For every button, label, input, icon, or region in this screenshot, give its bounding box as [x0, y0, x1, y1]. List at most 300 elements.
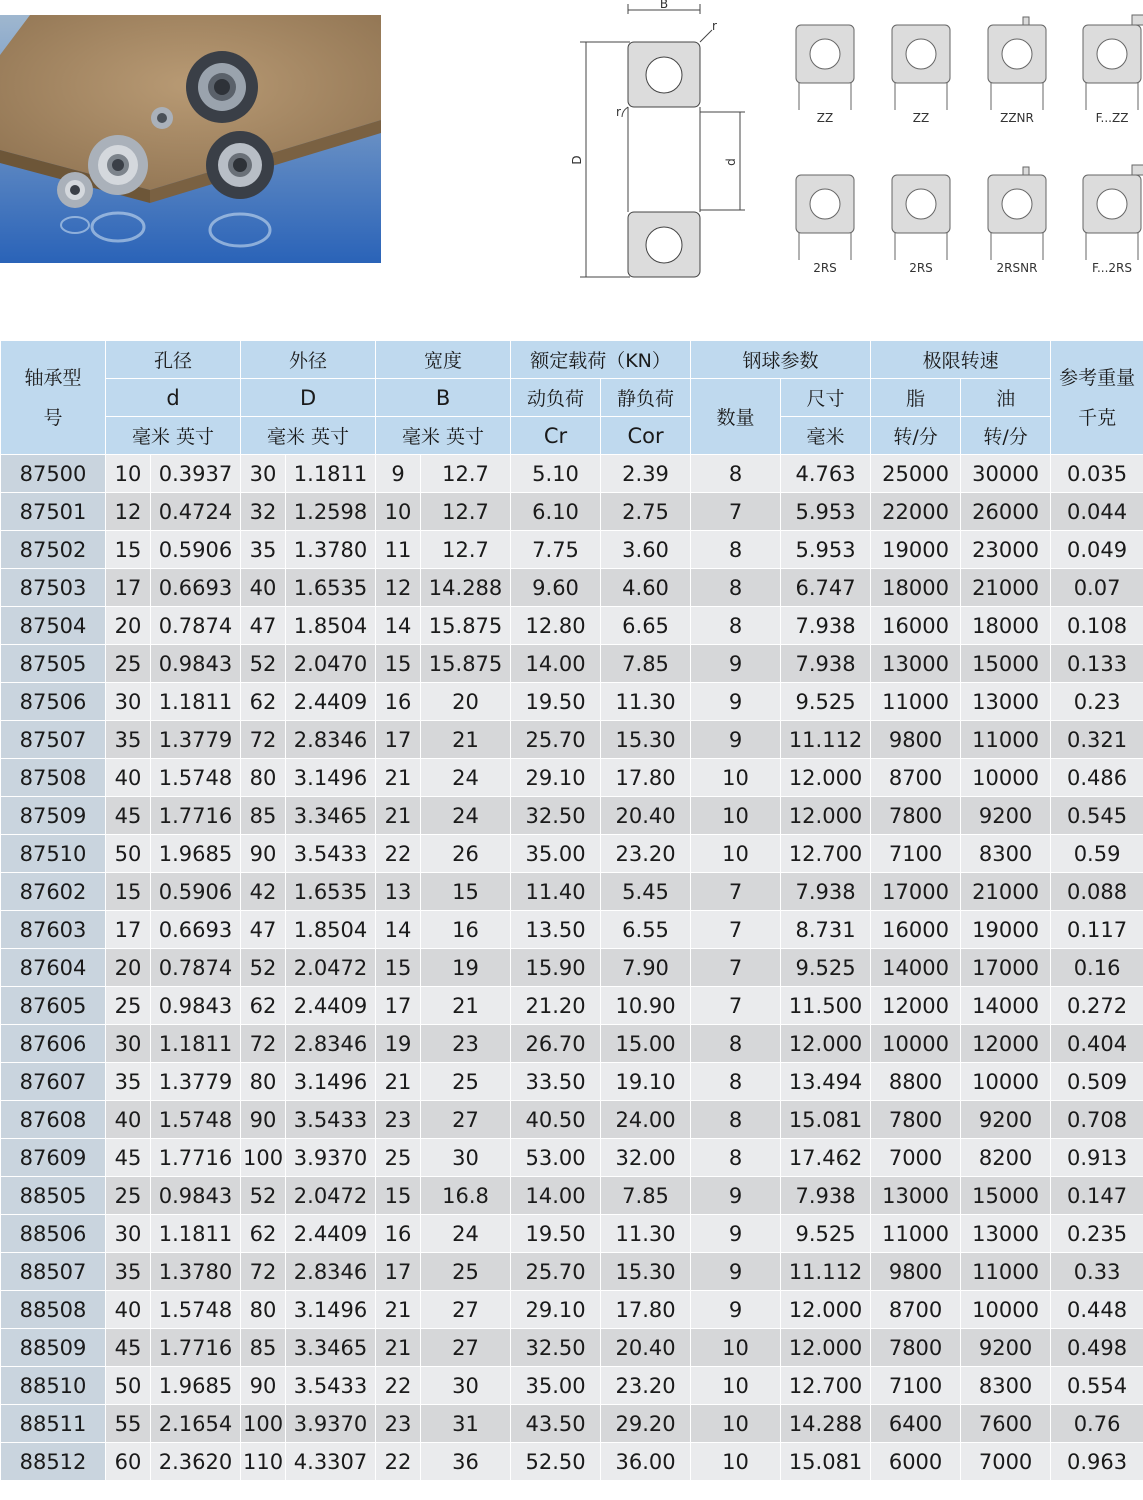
cell-dynamic-load: 32.50: [511, 797, 601, 835]
cell-outer-mm: 80: [241, 759, 286, 797]
cell-outer-mm: 110: [241, 1443, 286, 1481]
cell-width-inch: 20: [421, 683, 511, 721]
dim-label-radius-inner: r: [616, 105, 621, 119]
cell-width-inch: 16.8: [421, 1177, 511, 1215]
cell-dynamic-load: 33.50: [511, 1063, 601, 1101]
cell-outer-mm: 80: [241, 1063, 286, 1101]
cell-outer-mm: 42: [241, 873, 286, 911]
cell-ball-size: 12.700: [781, 835, 871, 873]
table-row: [1, 1367, 1143, 1405]
cell-bore-inch: 1.5748: [151, 1291, 241, 1329]
cell-ball-count: 10: [691, 835, 781, 873]
cell-bearing-type: 87606: [1, 1025, 106, 1063]
cell-outer-inch: 3.1496: [286, 1063, 376, 1101]
cell-dynamic-load: 25.70: [511, 721, 601, 759]
cell-outer-inch: 3.1496: [286, 1291, 376, 1329]
cell-static-load: 32.00: [601, 1139, 691, 1177]
cell-bearing-type: 87609: [1, 1139, 106, 1177]
cell-outer-mm: 40: [241, 569, 286, 607]
cell-speed-oil: 18000: [961, 607, 1051, 645]
cell-width-mm: 21: [376, 759, 421, 797]
cell-outer-mm: 100: [241, 1405, 286, 1443]
cell-static-load: 2.75: [601, 493, 691, 531]
cell-width-inch: 24: [421, 759, 511, 797]
cell-bearing-type: 87500: [1, 455, 106, 493]
cell-weight: 0.16: [1051, 949, 1143, 987]
cell-speed-grease: 13000: [871, 1177, 961, 1215]
variant-label: ZZNR: [1000, 111, 1034, 125]
cell-ball-size: 7.938: [781, 873, 871, 911]
cell-static-load: 3.60: [601, 531, 691, 569]
cell-weight: 0.59: [1051, 835, 1143, 873]
cell-ball-size: 7.938: [781, 645, 871, 683]
unit-oil: 转/分: [961, 417, 1051, 455]
cell-static-load: 15.30: [601, 1253, 691, 1291]
cell-outer-mm: 72: [241, 1025, 286, 1063]
table-row: [1, 683, 1143, 721]
cell-dynamic-load: 25.70: [511, 1253, 601, 1291]
cell-dynamic-load: 35.00: [511, 1367, 601, 1405]
cell-bore-inch: 1.9685: [151, 835, 241, 873]
cell-width-mm: 21: [376, 1329, 421, 1367]
cell-ball-count: 9: [691, 1253, 781, 1291]
cell-bore-mm: 25: [106, 645, 151, 683]
cell-outer-mm: 72: [241, 721, 286, 759]
cell-bore-inch: 1.5748: [151, 759, 241, 797]
cell-bore-inch: 0.7874: [151, 607, 241, 645]
variant-8: [1083, 165, 1143, 275]
col-static: 静负荷: [601, 379, 691, 417]
cell-width-inch: 23: [421, 1025, 511, 1063]
cell-ball-size: 15.081: [781, 1443, 871, 1481]
cell-outer-inch: 2.0472: [286, 949, 376, 987]
cell-ball-count: 8: [691, 1063, 781, 1101]
cell-ball-count: 8: [691, 1025, 781, 1063]
cell-bearing-type: 88510: [1, 1367, 106, 1405]
cell-outer-mm: 52: [241, 949, 286, 987]
cell-width-mm: 14: [376, 607, 421, 645]
cell-bearing-type: 87508: [1, 759, 106, 797]
cell-width-mm: 21: [376, 797, 421, 835]
cell-static-load: 23.20: [601, 835, 691, 873]
cell-ball-size: 9.525: [781, 683, 871, 721]
cell-ball-count: 10: [691, 1329, 781, 1367]
cell-bearing-type: 88509: [1, 1329, 106, 1367]
table-row: [1, 1063, 1143, 1101]
cell-speed-oil: 13000: [961, 683, 1051, 721]
table-row: [1, 1139, 1143, 1177]
cell-outer-mm: 62: [241, 683, 286, 721]
cell-speed-oil: 30000: [961, 455, 1051, 493]
cell-bore-mm: 17: [106, 569, 151, 607]
cell-dynamic-load: 29.10: [511, 759, 601, 797]
cell-weight: 0.545: [1051, 797, 1143, 835]
cell-outer-inch: 1.2598: [286, 493, 376, 531]
table-row: [1, 949, 1143, 987]
table-row: [1, 987, 1143, 1025]
cell-width-inch: 25: [421, 1253, 511, 1291]
cell-width-mm: 21: [376, 1291, 421, 1329]
col-ball-size: 尺寸: [781, 379, 871, 417]
col-D: D: [241, 379, 376, 417]
cell-width-inch: 21: [421, 987, 511, 1025]
cell-bearing-type: 87603: [1, 911, 106, 949]
cell-bore-inch: 0.3937: [151, 455, 241, 493]
cell-speed-oil: 7600: [961, 1405, 1051, 1443]
cell-static-load: 7.90: [601, 949, 691, 987]
cell-width-inch: 30: [421, 1367, 511, 1405]
cell-speed-oil: 7000: [961, 1443, 1051, 1481]
cell-width-mm: 17: [376, 987, 421, 1025]
cell-speed-oil: 11000: [961, 721, 1051, 759]
cell-speed-grease: 7100: [871, 835, 961, 873]
cell-outer-inch: 2.8346: [286, 721, 376, 759]
cell-ball-size: 9.525: [781, 949, 871, 987]
cell-static-load: 19.10: [601, 1063, 691, 1101]
cell-outer-inch: 2.4409: [286, 987, 376, 1025]
cell-ball-size: 12.000: [781, 759, 871, 797]
cell-static-load: 15.00: [601, 1025, 691, 1063]
dim-label-width: B: [659, 0, 669, 11]
cell-outer-inch: 2.8346: [286, 1253, 376, 1291]
cell-bore-mm: 20: [106, 607, 151, 645]
cell-speed-oil: 23000: [961, 531, 1051, 569]
cell-bore-mm: 35: [106, 721, 151, 759]
cell-static-load: 29.20: [601, 1405, 691, 1443]
cell-outer-mm: 52: [241, 1177, 286, 1215]
cell-width-mm: 16: [376, 1215, 421, 1253]
cell-bore-mm: 30: [106, 1215, 151, 1253]
cell-ball-count: 9: [691, 721, 781, 759]
cell-width-inch: 27: [421, 1329, 511, 1367]
cell-static-load: 7.85: [601, 1177, 691, 1215]
cell-weight: 0.117: [1051, 911, 1143, 949]
cell-dynamic-load: 7.75: [511, 531, 601, 569]
cell-ball-count: 9: [691, 1177, 781, 1215]
cell-dynamic-load: 32.50: [511, 1329, 601, 1367]
cell-bore-inch: 1.1811: [151, 683, 241, 721]
cell-width-mm: 19: [376, 1025, 421, 1063]
cell-width-inch: 31: [421, 1405, 511, 1443]
cell-bearing-type: 87502: [1, 531, 106, 569]
variant-label: F...2RS: [1091, 261, 1133, 275]
cell-outer-inch: 3.9370: [286, 1405, 376, 1443]
cell-ball-count: 10: [691, 797, 781, 835]
variant-4: [1083, 15, 1143, 125]
cell-bore-inch: 1.3780: [151, 1253, 241, 1291]
variant-2: [892, 25, 950, 125]
cell-dynamic-load: 21.20: [511, 987, 601, 1025]
cell-outer-mm: 62: [241, 1215, 286, 1253]
col-weight: 参考重量千克: [1051, 341, 1143, 455]
cell-static-load: 24.00: [601, 1101, 691, 1139]
col-B: B: [376, 379, 511, 417]
cell-dynamic-load: 14.00: [511, 1177, 601, 1215]
col-bore: 孔径: [106, 341, 241, 379]
cell-bearing-type: 87509: [1, 797, 106, 835]
cell-ball-size: 11.500: [781, 987, 871, 1025]
cell-dynamic-load: 15.90: [511, 949, 601, 987]
cell-ball-size: 5.953: [781, 493, 871, 531]
cell-outer-mm: 52: [241, 645, 286, 683]
cell-speed-oil: 9200: [961, 1101, 1051, 1139]
cell-speed-grease: 10000: [871, 1025, 961, 1063]
cell-speed-grease: 7800: [871, 1329, 961, 1367]
cell-width-inch: 12.7: [421, 455, 511, 493]
cell-dynamic-load: 11.40: [511, 873, 601, 911]
cell-speed-grease: 17000: [871, 873, 961, 911]
cell-dynamic-load: 43.50: [511, 1405, 601, 1443]
cell-width-inch: 36: [421, 1443, 511, 1481]
variant-6: [892, 175, 950, 275]
table-row: [1, 645, 1143, 683]
cell-dynamic-load: 13.50: [511, 911, 601, 949]
cell-speed-oil: 15000: [961, 1177, 1051, 1215]
cell-bore-mm: 35: [106, 1063, 151, 1101]
cell-weight: 0.448: [1051, 1291, 1143, 1329]
cell-weight: 0.23: [1051, 683, 1143, 721]
cell-bearing-type: 87608: [1, 1101, 106, 1139]
col-dynamic: 动负荷: [511, 379, 601, 417]
cell-bore-inch: 1.1811: [151, 1025, 241, 1063]
cell-weight: 0.147: [1051, 1177, 1143, 1215]
cell-bore-mm: 50: [106, 1367, 151, 1405]
cell-outer-mm: 47: [241, 607, 286, 645]
table-row: [1, 531, 1143, 569]
cell-outer-mm: 47: [241, 911, 286, 949]
cell-weight: 0.498: [1051, 1329, 1143, 1367]
cell-width-inch: 21: [421, 721, 511, 759]
cell-speed-oil: 9200: [961, 797, 1051, 835]
cell-width-mm: 15: [376, 1177, 421, 1215]
cell-bore-mm: 12: [106, 493, 151, 531]
table-row: [1, 1101, 1143, 1139]
cell-outer-mm: 90: [241, 1367, 286, 1405]
cell-outer-mm: 85: [241, 797, 286, 835]
cell-speed-oil: 26000: [961, 493, 1051, 531]
cell-width-inch: 26: [421, 835, 511, 873]
cell-bore-inch: 1.3779: [151, 721, 241, 759]
cell-weight: 0.963: [1051, 1443, 1143, 1481]
cell-bore-mm: 15: [106, 873, 151, 911]
cell-width-mm: 21: [376, 1063, 421, 1101]
cell-width-mm: 22: [376, 1443, 421, 1481]
cell-ball-count: 10: [691, 1443, 781, 1481]
table-row: [1, 1253, 1143, 1291]
cell-outer-mm: 30: [241, 455, 286, 493]
cell-speed-grease: 12000: [871, 987, 961, 1025]
cell-bearing-type: 87501: [1, 493, 106, 531]
cell-weight: 0.272: [1051, 987, 1143, 1025]
cell-ball-size: 15.081: [781, 1101, 871, 1139]
cell-speed-grease: 6400: [871, 1405, 961, 1443]
cell-ball-size: 5.953: [781, 531, 871, 569]
cell-speed-grease: 9800: [871, 1253, 961, 1291]
cell-ball-count: 7: [691, 493, 781, 531]
cell-bearing-type: 87504: [1, 607, 106, 645]
cell-static-load: 4.60: [601, 569, 691, 607]
cell-outer-inch: 3.5433: [286, 1367, 376, 1405]
cell-speed-oil: 8300: [961, 1367, 1051, 1405]
unit-bore: 毫米 英寸: [106, 417, 241, 455]
cell-speed-oil: 8200: [961, 1139, 1051, 1177]
cell-bearing-type: 88507: [1, 1253, 106, 1291]
variant-7: [988, 167, 1046, 275]
cell-bore-inch: 1.1811: [151, 1215, 241, 1253]
cell-width-mm: 22: [376, 1367, 421, 1405]
cell-outer-mm: 35: [241, 531, 286, 569]
cell-bearing-type: 87607: [1, 1063, 106, 1101]
cell-speed-oil: 13000: [961, 1215, 1051, 1253]
cell-weight: 0.404: [1051, 1025, 1143, 1063]
cell-width-inch: 25: [421, 1063, 511, 1101]
table-row: [1, 1443, 1143, 1481]
cell-bore-mm: 45: [106, 1329, 151, 1367]
cell-ball-size: 6.747: [781, 569, 871, 607]
cell-speed-oil: 8300: [961, 835, 1051, 873]
cell-width-mm: 14: [376, 911, 421, 949]
cell-speed-grease: 16000: [871, 607, 961, 645]
cell-speed-grease: 8700: [871, 759, 961, 797]
variant-label: 2RSNR: [996, 261, 1038, 275]
cell-width-mm: 22: [376, 835, 421, 873]
variant-1: [796, 25, 854, 125]
cell-weight: 0.044: [1051, 493, 1143, 531]
cell-bore-inch: 1.5748: [151, 1101, 241, 1139]
cell-ball-size: 9.525: [781, 1215, 871, 1253]
dim-label-outer: D: [570, 155, 584, 165]
cell-ball-size: 12.000: [781, 1291, 871, 1329]
cell-bore-mm: 30: [106, 1025, 151, 1063]
cell-static-load: 17.80: [601, 1291, 691, 1329]
cell-outer-inch: 1.1811: [286, 455, 376, 493]
cell-outer-inch: 1.6535: [286, 569, 376, 607]
cell-ball-size: 4.763: [781, 455, 871, 493]
table-row: [1, 797, 1143, 835]
cell-bearing-type: 87510: [1, 835, 106, 873]
col-ball-count: 数量: [691, 379, 781, 455]
cell-width-inch: 15.875: [421, 645, 511, 683]
cell-bore-inch: 1.7716: [151, 797, 241, 835]
cell-ball-size: 12.000: [781, 797, 871, 835]
col-speed: 极限转速: [871, 341, 1051, 379]
cell-speed-oil: 10000: [961, 1291, 1051, 1329]
cell-width-inch: 27: [421, 1101, 511, 1139]
cell-width-mm: 9: [376, 455, 421, 493]
cell-ball-size: 12.000: [781, 1329, 871, 1367]
cell-speed-oil: 21000: [961, 569, 1051, 607]
bearings-photo-illustration: [0, 15, 381, 263]
unit-width: 毫米 英寸: [376, 417, 511, 455]
variant-label: 2RS: [813, 261, 837, 275]
cell-speed-grease: 13000: [871, 645, 961, 683]
cell-outer-inch: 3.3465: [286, 1329, 376, 1367]
cell-speed-oil: 9200: [961, 1329, 1051, 1367]
cell-outer-inch: 2.0472: [286, 1177, 376, 1215]
cell-bore-inch: 0.6693: [151, 569, 241, 607]
cell-speed-grease: 9800: [871, 721, 961, 759]
variant-label: F...ZZ: [1095, 111, 1129, 125]
cell-ball-count: 8: [691, 569, 781, 607]
cell-weight: 0.76: [1051, 1405, 1143, 1443]
col-bearing-type: 轴承型号: [1, 341, 106, 455]
cell-weight: 0.509: [1051, 1063, 1143, 1101]
cell-speed-oil: 17000: [961, 949, 1051, 987]
cell-bore-inch: 0.7874: [151, 949, 241, 987]
table-row: [1, 493, 1143, 531]
cell-bore-inch: 1.9685: [151, 1367, 241, 1405]
cell-width-mm: 17: [376, 721, 421, 759]
cell-speed-grease: 11000: [871, 683, 961, 721]
cell-speed-oil: 21000: [961, 873, 1051, 911]
table-row: [1, 759, 1143, 797]
unit-outer: 毫米 英寸: [241, 417, 376, 455]
table-row: [1, 1405, 1143, 1443]
table-row: [1, 455, 1143, 493]
cell-speed-grease: 18000: [871, 569, 961, 607]
cell-bore-mm: 17: [106, 911, 151, 949]
cell-outer-inch: 4.3307: [286, 1443, 376, 1481]
cell-ball-count: 8: [691, 1101, 781, 1139]
cell-dynamic-load: 40.50: [511, 1101, 601, 1139]
cell-weight: 0.235: [1051, 1215, 1143, 1253]
variant-3: [988, 17, 1046, 125]
cell-ball-count: 7: [691, 949, 781, 987]
cell-static-load: 5.45: [601, 873, 691, 911]
cell-ball-count: 7: [691, 873, 781, 911]
cell-ball-count: 8: [691, 1139, 781, 1177]
cell-speed-oil: 14000: [961, 987, 1051, 1025]
cell-static-load: 6.65: [601, 607, 691, 645]
table-header: [1, 341, 1143, 455]
cell-speed-grease: 6000: [871, 1443, 961, 1481]
cell-bore-mm: 40: [106, 1291, 151, 1329]
cell-width-mm: 23: [376, 1101, 421, 1139]
cell-width-mm: 11: [376, 531, 421, 569]
cell-speed-grease: 7800: [871, 797, 961, 835]
cell-bearing-type: 87507: [1, 721, 106, 759]
cell-ball-size: 14.288: [781, 1405, 871, 1443]
dim-label-inner: d: [724, 158, 738, 166]
cell-bearing-type: 88505: [1, 1177, 106, 1215]
col-width: 宽度: [376, 341, 511, 379]
cell-weight: 0.088: [1051, 873, 1143, 911]
cell-static-load: 11.30: [601, 683, 691, 721]
cell-dynamic-load: 14.00: [511, 645, 601, 683]
cell-speed-oil: 12000: [961, 1025, 1051, 1063]
cell-bore-mm: 45: [106, 1139, 151, 1177]
cell-bearing-type: 88511: [1, 1405, 106, 1443]
cell-width-mm: 17: [376, 1253, 421, 1291]
table-body: [1, 455, 1143, 1481]
table-row: [1, 835, 1143, 873]
cell-ball-count: 8: [691, 531, 781, 569]
cell-dynamic-load: 6.10: [511, 493, 601, 531]
cell-speed-oil: 15000: [961, 645, 1051, 683]
table-row: [1, 911, 1143, 949]
cell-speed-grease: 7000: [871, 1139, 961, 1177]
cell-static-load: 17.80: [601, 759, 691, 797]
cell-bearing-type: 87605: [1, 987, 106, 1025]
table-row: [1, 607, 1143, 645]
cell-ball-count: 10: [691, 759, 781, 797]
unit-cr: Cr: [511, 417, 601, 455]
cell-width-inch: 12.7: [421, 493, 511, 531]
cell-bore-inch: 1.7716: [151, 1329, 241, 1367]
unit-ball-size: 毫米: [781, 417, 871, 455]
cell-outer-inch: 1.3780: [286, 531, 376, 569]
table-row: [1, 1025, 1143, 1063]
